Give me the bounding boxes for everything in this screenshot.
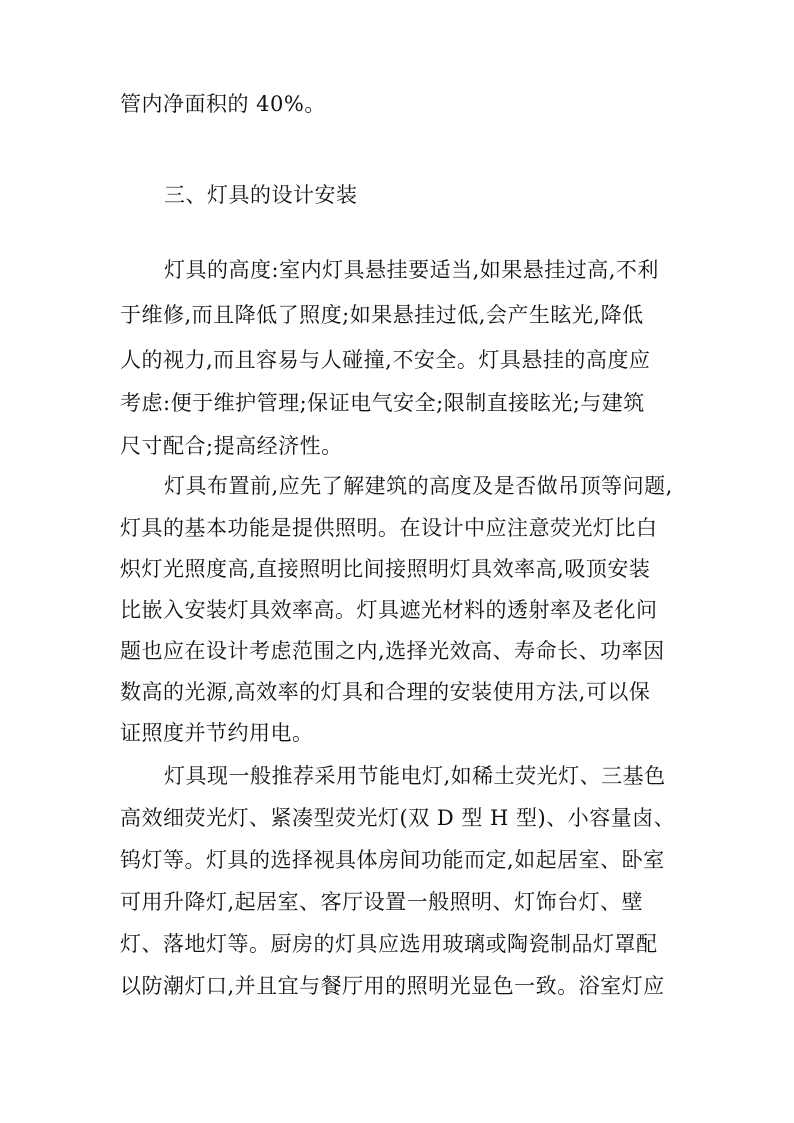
paragraph-line: 于维修,而且降低了照度;如果悬挂过低,会产生眩光,降低: [120, 303, 644, 327]
paragraph-line: 炽灯光照度高,直接照明比间接照明灯具效率高,吸顶安装: [120, 557, 651, 581]
paragraph-line: 考虑:便于维护管理;保证电气安全;限制直接眩光;与建筑: [120, 391, 645, 415]
section-heading: 三、灯具的设计安装: [164, 183, 358, 207]
paragraph-line: 可用升降灯,起居室、客厅设置一般照明、灯饰台灯、壁: [120, 890, 644, 914]
paragraph-line: 灯具的高度:室内灯具悬挂要适当,如果悬挂过高,不利: [164, 258, 659, 282]
paragraph-line: 以防潮灯口,并且宜与餐厅用的照明光显色一致。浴室灯应: [120, 974, 665, 998]
paragraph-line: 钨灯等。灯具的选择视具体房间功能而定,如起居室、卧室: [120, 848, 665, 872]
paragraph-line: 比嵌入安装灯具效率高。灯具遮光材料的透射率及老化问: [120, 598, 658, 622]
paragraph-line: 灯具布置前,应先了解建筑的高度及是否做吊顶等问题,: [164, 474, 673, 498]
paragraph-line: 证照度并节约用电。: [120, 721, 314, 745]
paragraph-line: 灯具现一般推荐采用节能电灯,如稀土荧光灯、三基色: [164, 764, 666, 788]
paragraph-line: 管内净面积的 40%。: [120, 92, 326, 116]
paragraph-line: 灯具的基本功能是提供照明。在设计中应注意荧光灯比白: [120, 516, 658, 540]
paragraph-line: 高效细荧光灯、紧凑型荧光灯(双 D 型 H 型)、小容量卤、: [120, 806, 676, 830]
paragraph-line: 数高的光源,高效率的灯具和合理的安装使用方法,可以保: [120, 680, 651, 704]
paragraph-line: 人的视力,而且容易与人碰撞,不安全。灯具悬挂的高度应: [120, 348, 651, 372]
paragraph-line: 题也应在设计考虑范围之内,选择光效高、寿命长、功率因: [120, 639, 665, 663]
paragraph-line: 灯、落地灯等。厨房的灯具应选用玻璃或陶瓷制品灯罩配: [120, 932, 658, 956]
paragraph-line: 尺寸配合;提高经济性。: [120, 434, 343, 458]
